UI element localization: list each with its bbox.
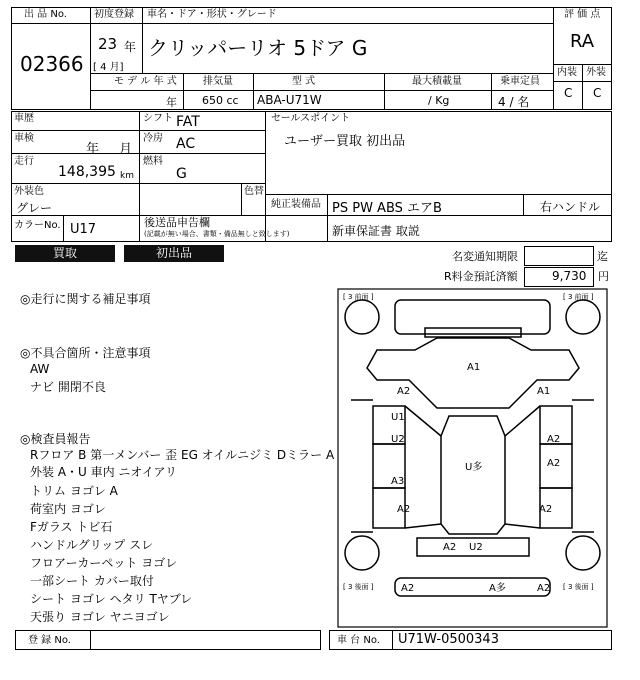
inspector-item: Fガラス トビ石 bbox=[30, 520, 113, 534]
ac-label: 冷房 bbox=[143, 133, 163, 144]
recycle-unit: 円 bbox=[598, 270, 609, 283]
shift-label: シフト bbox=[143, 113, 173, 124]
lot-number: 02366 bbox=[20, 52, 84, 76]
damage-mark: A1 bbox=[537, 386, 551, 397]
inspector-item: 外装 A・U 車内 ニオイアリ bbox=[30, 465, 177, 479]
damage-mark: U2 bbox=[391, 434, 405, 445]
sales-point-label: セールスポイント bbox=[271, 113, 351, 124]
capacity-value: 4 / 名 bbox=[498, 95, 530, 109]
diagram-corner-label: [ 3 後面 ] bbox=[343, 583, 374, 591]
exterior-label: 外装 bbox=[586, 67, 606, 78]
shift-value: FAT bbox=[176, 114, 200, 130]
diagram-corner-label: [ 3 前面 ] bbox=[343, 293, 374, 301]
inspector-item: 天張り ヨゴレ ヤニヨゴレ bbox=[30, 610, 170, 624]
tag-first-listing: 初出品 bbox=[124, 245, 224, 262]
lot-label: 出 品 No. bbox=[24, 9, 67, 20]
history-label: 車歴 bbox=[14, 113, 34, 124]
inspection-value: 年 月 bbox=[86, 142, 133, 157]
tag-buyback: 買取 bbox=[15, 245, 115, 262]
capacity-label: 乗車定員 bbox=[500, 76, 540, 87]
registration-year-unit: 年 bbox=[124, 40, 137, 54]
fuel-label: 燃料 bbox=[143, 156, 163, 167]
vehicle-label: 車名・ドア・形状・グレード bbox=[147, 9, 277, 20]
model-code: ABA-U71W bbox=[257, 93, 322, 107]
damage-mark: A1 bbox=[467, 362, 481, 373]
rating-value: RA bbox=[570, 31, 595, 52]
vehicle-name: クリッパーリオ 5ドア G bbox=[148, 36, 368, 60]
name-change-box bbox=[524, 246, 594, 266]
color-no-value: U17 bbox=[70, 222, 97, 237]
inspector-item: Rフロア B 第一メンバー 歪 EG オイルニジミ Dミラー A bbox=[30, 448, 335, 462]
model-year-unit: 年 bbox=[166, 96, 177, 109]
ac-value: AC bbox=[176, 136, 196, 152]
registration-label: 初度登録 bbox=[94, 9, 134, 20]
name-change-label: 名変通知期限 bbox=[452, 250, 518, 263]
reg-no-label: 登 録 No. bbox=[28, 635, 71, 646]
equipment-label: 純正装備品 bbox=[271, 199, 321, 210]
displacement-label: 排気量 bbox=[203, 76, 233, 87]
recycle-label: R料金預託済額 bbox=[444, 270, 518, 283]
color-no-label: カラーNo. bbox=[14, 220, 61, 231]
max-load-label: 最大積載量 bbox=[412, 76, 462, 87]
fuel-value: G bbox=[176, 166, 187, 182]
defects-header: ◎不具合箇所・注意事項 bbox=[20, 346, 151, 360]
mileage-label: 走行 bbox=[14, 156, 34, 167]
after-docs-label: 後送品申告欄 bbox=[144, 216, 210, 229]
damage-mark: A2 bbox=[397, 386, 411, 397]
defect-item: AW bbox=[30, 362, 50, 376]
model-label: 型 式 bbox=[292, 76, 316, 87]
repaint-label: 色替 bbox=[244, 186, 264, 197]
interior-grade: C bbox=[564, 86, 573, 100]
damage-mark: U多 bbox=[465, 462, 483, 473]
displacement-value: 650 cc bbox=[202, 94, 239, 107]
damage-mark: A2 bbox=[547, 458, 561, 469]
inspector-item: 一部シート カバー取付 bbox=[30, 574, 154, 588]
inspector-item: ハンドルグリップ スレ bbox=[30, 538, 154, 552]
interior-label: 内装 bbox=[557, 67, 577, 78]
after-docs-value: 新車保証書 取説 bbox=[332, 224, 420, 238]
damage-mark: A2 bbox=[443, 542, 457, 553]
chassis-number: U71W-0500343 bbox=[398, 632, 499, 647]
inspector-item: シート ヨゴレ ヘタリ Tヤブレ bbox=[30, 592, 193, 606]
rating-label: 評 価 点 bbox=[564, 9, 601, 20]
steering-value: 右ハンドル bbox=[540, 200, 601, 214]
after-docs-sublabel: (記載が無い場合、書類・備品無しと致します) bbox=[144, 230, 290, 238]
damage-mark: A2 bbox=[539, 504, 553, 515]
exterior-color-label: 外装色 bbox=[14, 186, 44, 197]
driving-notes-header: ◎走行に関する補足事項 bbox=[20, 292, 151, 306]
mileage-unit: km bbox=[120, 171, 134, 181]
equipment-value: PS PW ABS エアB bbox=[332, 201, 442, 216]
inspection-label: 車検 bbox=[14, 133, 34, 144]
damage-mark: A多 bbox=[489, 583, 506, 594]
inspector-item: 荷室内 ヨゴレ bbox=[30, 502, 106, 516]
inspector-item: トリム ヨゴレ A bbox=[30, 484, 118, 498]
damage-mark: A2 bbox=[401, 583, 415, 594]
diagram-corner-label: [ 3 前面 ] bbox=[563, 293, 594, 301]
exterior-color-value: グレー bbox=[16, 201, 53, 215]
damage-mark: A2 bbox=[397, 504, 411, 515]
defect-item: ナビ 開閉不良 bbox=[30, 380, 106, 394]
inspector-header: ◎検査員報告 bbox=[20, 432, 91, 446]
recycle-value: 9,730 bbox=[552, 269, 587, 283]
damage-mark: U2 bbox=[469, 542, 483, 553]
name-change-suffix: 迄 bbox=[597, 250, 608, 263]
max-load-value: / Kg bbox=[428, 94, 450, 107]
damage-diagram bbox=[337, 288, 608, 628]
mileage-value: 148,395 bbox=[58, 164, 116, 180]
registration-month: [ 4 月] bbox=[93, 62, 124, 73]
registration-year: 23 bbox=[98, 35, 118, 53]
damage-mark: U1 bbox=[391, 412, 405, 423]
model-year-label: モ デ ル 年 式 bbox=[114, 76, 177, 87]
damage-mark: A2 bbox=[547, 434, 561, 445]
inspector-item: フロアーカーペット ヨゴレ bbox=[30, 556, 178, 570]
diagram-corner-label: [ 3 後面 ] bbox=[563, 583, 594, 591]
sales-point-value: ユーザー買取 初出品 bbox=[284, 134, 406, 149]
damage-mark: A2 bbox=[537, 583, 551, 594]
exterior-grade: C bbox=[593, 86, 602, 100]
damage-mark: A3 bbox=[391, 476, 405, 487]
chassis-label: 車 台 No. bbox=[337, 635, 380, 646]
